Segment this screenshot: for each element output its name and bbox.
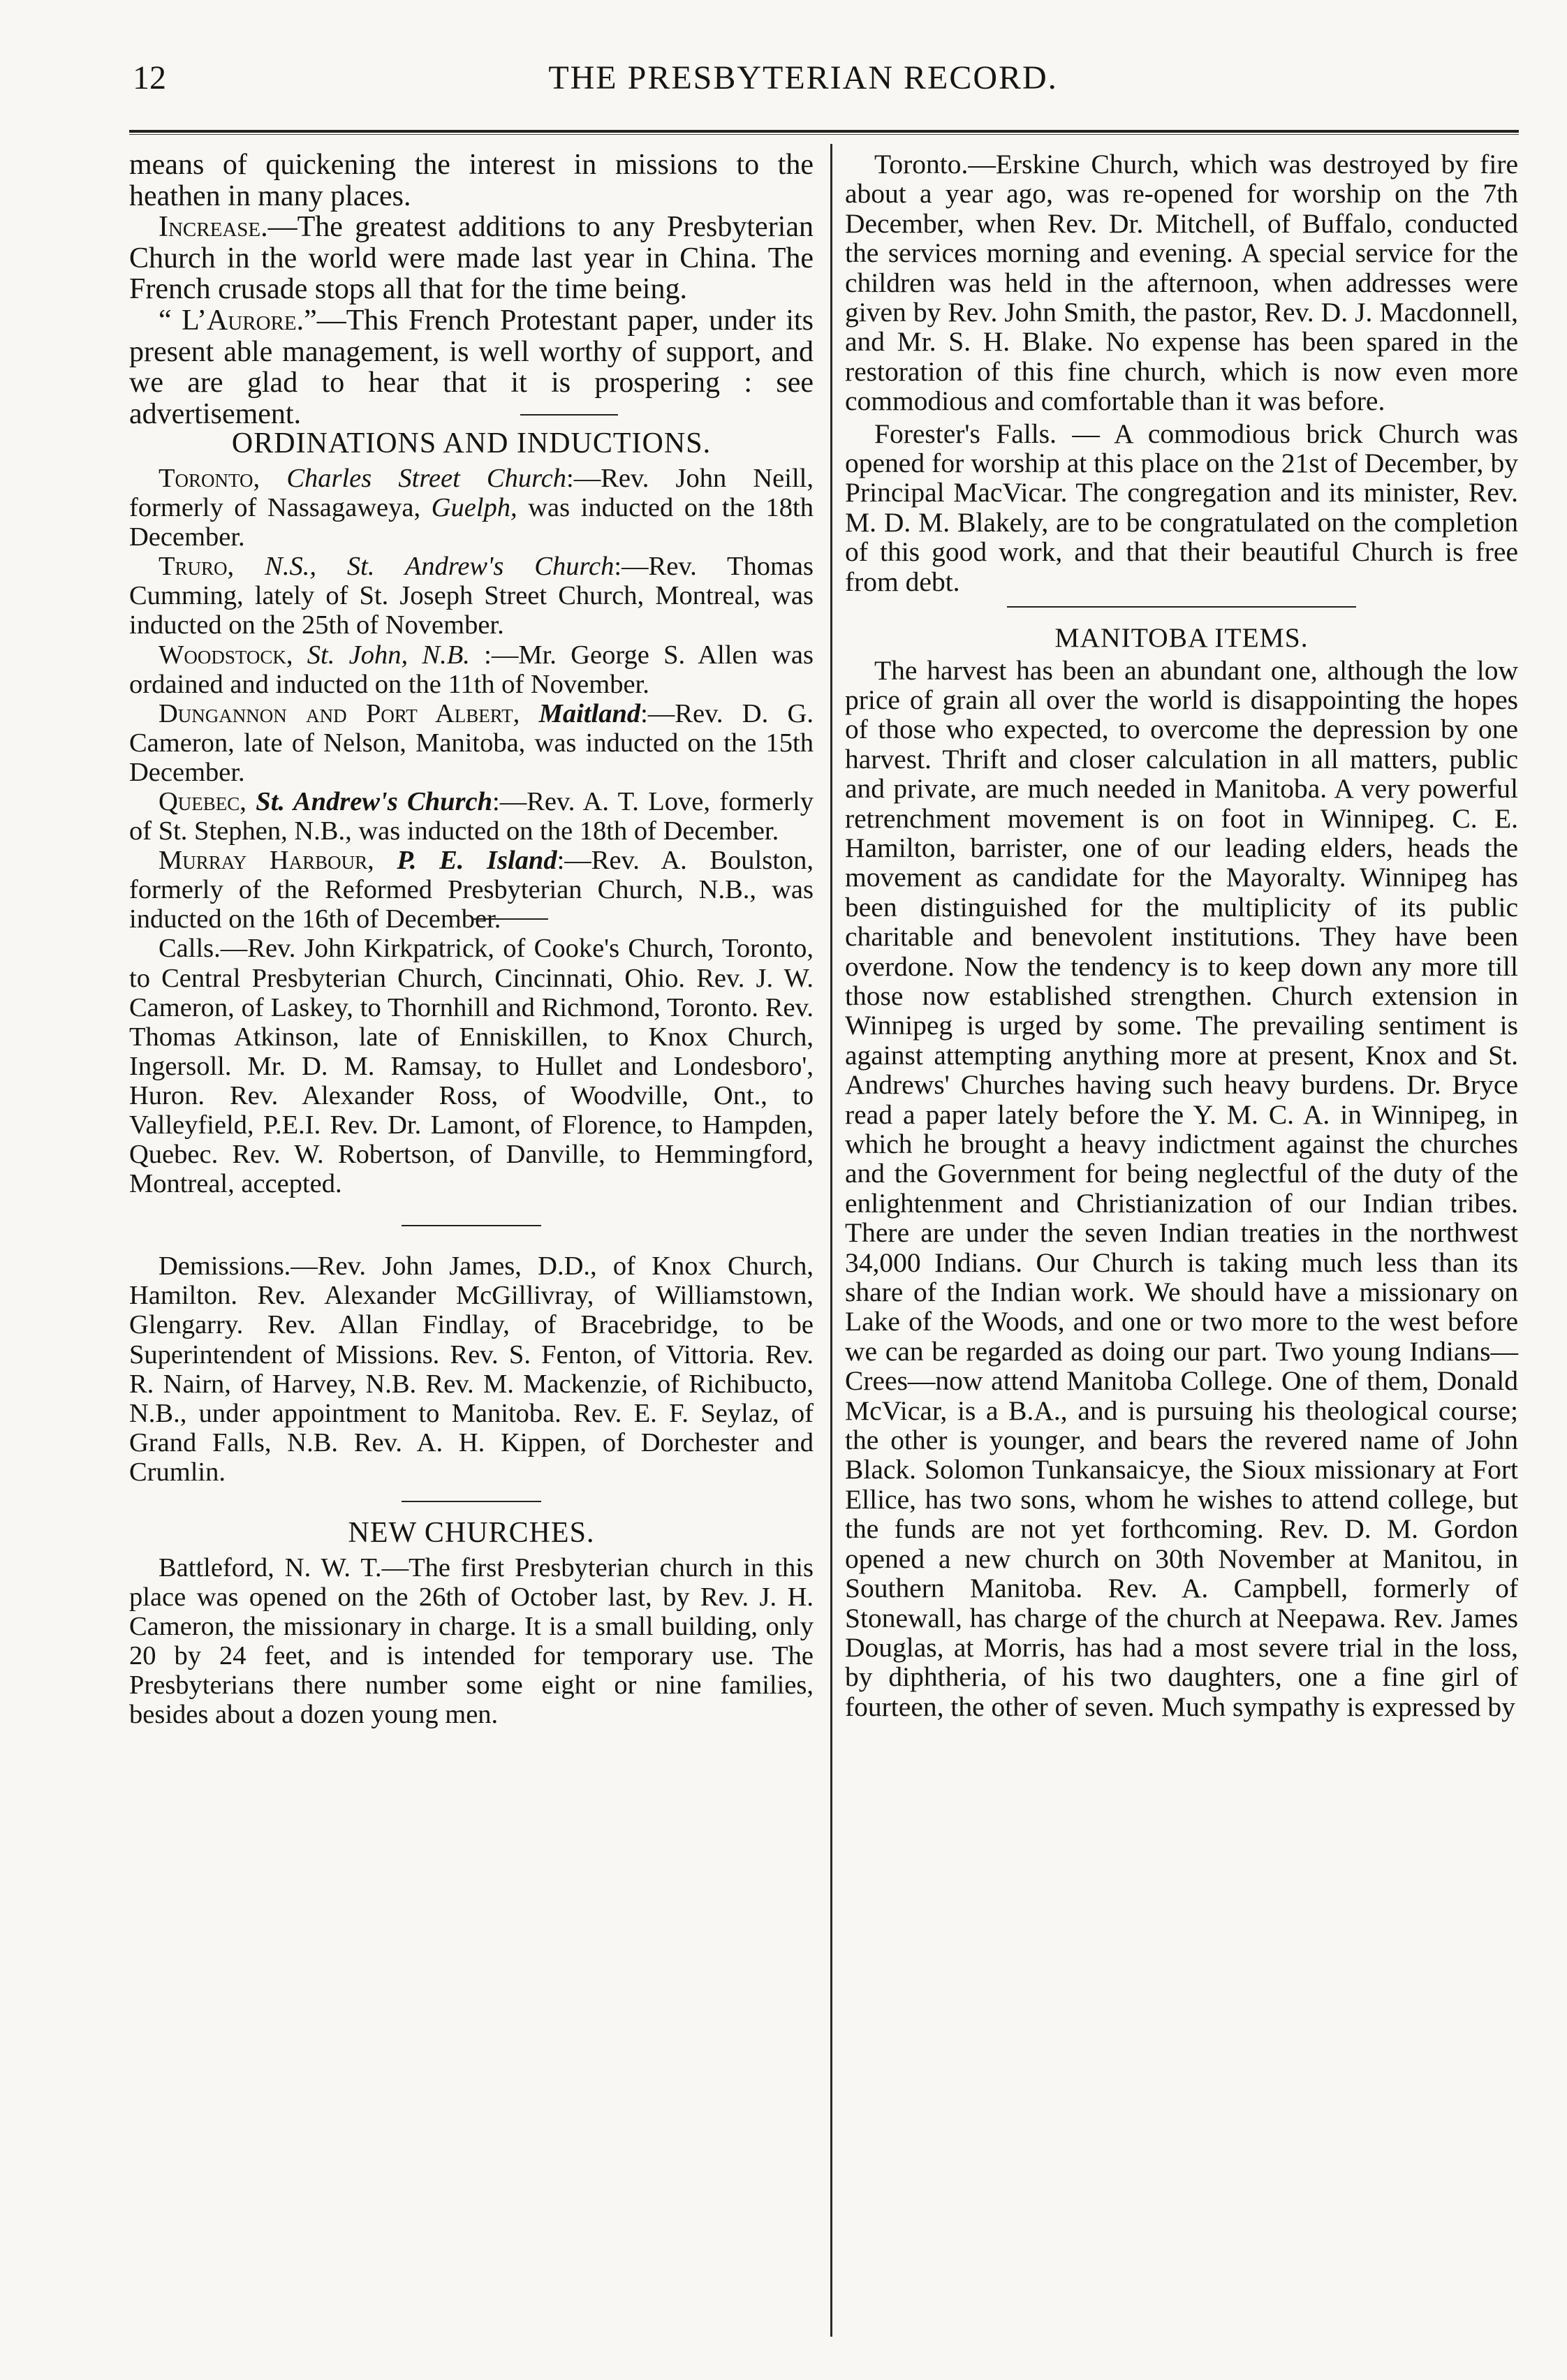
section-rule — [1007, 606, 1356, 608]
ordination-church: Charles Street Church — [286, 463, 566, 493]
calls-paragraph: Calls.—Rev. John Kirkpatrick, of Cooke's Church, Toronto, to Central Presbyterian Church, Cincinnati, Ohio. Rev. J. W. Cameron, of Laskey, to Thornhill and Richmond, Toronto. Rev. Thomas Atkinson, late of Enniskillen, to Knox Church, Ingersoll. Mr. D. M. Ramsay, to Hullet and Londesboro', Huron. Rev. Alexander Ross, of Woodville, Ont., to Valleyfield, P.E.I. Rev. Dr. Lamont, of Florence, to Hampden, Quebec. Rev. W. Robertson, of Danville, to Hemmingford, Montreal, accepted. — [129, 934, 814, 1199]
ordination-church: N.S., St. Andrew's Church — [265, 552, 615, 582]
ordination-item — [129, 464, 814, 552]
ordination-text: :—Rev. John Neill, formerly of Nassagaweya, — [129, 463, 814, 523]
ordination-church: St. Andrew's Church — [256, 786, 493, 816]
ordination-place: Toronto, — [159, 463, 260, 493]
header-rule — [129, 130, 1519, 133]
manitoba-heading: MANITOBA ITEMS. — [1054, 622, 1309, 654]
ordination-item — [129, 787, 814, 846]
ordination-place: Woodstock, — [159, 640, 293, 670]
header-rule-thin — [129, 134, 1519, 135]
ordination-item — [129, 640, 814, 699]
ordination-text: :—Rev. A. T. Love, formerly of St. Stephen, N.B., was inducted on the 18th of December. — [129, 786, 814, 846]
new-churches-heading: NEW CHURCHES. — [348, 1517, 595, 1550]
column-divider — [830, 144, 832, 2337]
ordination-place: Murray Harbour, — [159, 846, 374, 876]
demissions-paragraph: Demissions.—Rev. John James, D.D., of Knox Church, Hamilton. Rev. Alexander McGillivray, of Williamstown, Glengarry. Rev. Allan Findlay, of Bracebridge, to be Superintendent of Missions. Rev. S. Fenton, of Vittoria. Rev. R. Nairn, of Harvey, N.B. Rev. M. Mackenzie, of Richibucto, N.B., under appointment to Manitoba. Rev. E. F. Seylaz, of Grand Falls, N.B. Rev. A. H. Kippen, of Dorchester and Crumlin. — [129, 1251, 814, 1487]
section-rule — [402, 1501, 541, 1502]
ordination-item — [129, 846, 814, 934]
ordination-church: St. John, N.B. — [307, 640, 470, 670]
ordination-item — [129, 699, 814, 787]
ordination-place: Quebec, — [159, 786, 247, 816]
ordination-tail: was inducted on the 18th December. — [129, 493, 814, 552]
missions-paragraph: means of quickening the interest in missions to the heathen in many places. — [129, 149, 814, 212]
increase-paragraph — [129, 212, 814, 305]
ordination-text: :—Mr. George S. Allen was ordained and inducted on the 11th of November. — [129, 640, 814, 699]
section-rule — [520, 414, 618, 416]
ordination-loc: Guelph, — [431, 493, 517, 523]
ordination-item — [129, 552, 814, 640]
right-column — [845, 149, 1518, 1721]
toronto-paragraph: Toronto.—Erskine Church, which was destroyed by fire about a year ago, was re-opened for worship on the 7th December, when Rev. Dr. Mitchell, of Buffalo, conducted the services morning and evening. A special service for the children was held in the afternoon, when addresses were given by Rev. John Smith, the pastor, Rev. D. J. Macdonnell, and Mr. S. H. Blake. No expense has been spared in the restoration of this fine church, which is now even more commodious and comfortable than it was before. — [845, 149, 1518, 417]
manitoba-paragraph: The harvest has been an abundant one, although the low price of grain all over the world is disappointing the hopes of those who expected, to overcome the depression by one harvest. Thrift and closer calculation in all matters, public and private, are much needed in Manitoba. A very powerful retrenchment movement is on foot in Winnipeg. C. E. Hamilton, barrister, one of our leading elders, heads the movement as candidate for the Mayoralty. Winnipeg has been distinguished for the multiplicity of its public charitable and benevolent institutions. They have been overdone. Now the tendency is to keep down any more till those now established strengthen. Church extension in Winnipeg is urged by some. The prevailing sentiment is against attempting anything more at present, Knox and St. Andrews' Churches having such heavy burdens. Dr. Bryce read a paper lately before the Y. M. C. A. in Winnipeg, in which he brought a heavy indictment against the churches and the Government for being neglectful of the duty of the enlightenment and Christianization of our Indian tribes. There are under the seven Indian treaties in the northwest 34,000 Indians. Our Church is taking much less than its share of the Indian work. We should have a missionary on Lake of the Woods, and one or two more to the west before we can be regarded as doing our part. Two young Indians—Crees—now attend Manitoba College. One of them, Donald McVicar, is a B.A., and is pursuing his theological course; the other is younger, and bears the revered name of John Black. Solomon Tunkansaicye, the Sioux missionary at Fort Ellice, has two sons, whom he wishes to attend college, but the funds are not yet forthcoming. Rev. D. M. Gordon opened a new church on 30th November at Manitou, in Southern Manitoba. Rev. A. Campbell, formerly of Stonewall, has charge of the church at Neepawa. Rev. James Douglas, at Morris, has had a most severe trial in the loss, by diphtheria, of his two daughters, one a fine girl of fourteen, the other of seven. Much sympathy is expressed by — [845, 654, 1518, 1722]
ordinations-heading: ORDINATIONS AND INDUCTIONS. — [231, 427, 712, 460]
ordination-place: Dungannon and Port Albert, — [159, 698, 520, 728]
ordination-place: Truro, — [159, 552, 235, 582]
forester-paragraph: Forester's Falls. — A commodious brick Church was opened for worship at this place on the 21st of December, by Principal MacVicar. The congregation and its minister, Rev. M. D. M. Blakely, are to be congratulated on the completion of this good work, and that their beautiful Church is free from debt. — [845, 418, 1518, 597]
increase-lead: Increase. — [159, 211, 268, 244]
aurore-lead: “ L’Aurore.” — [159, 304, 317, 337]
ordination-text: :—Rev. D. G. Cameron, late of Nelson, Manitoba, was inducted on the 15th December. — [129, 698, 814, 787]
battleford-paragraph: Battleford, N. W. T.—The first Presbyterian church in this place was opened on the 26th of October last, by Rev. J. H. Cameron, the missionary in charge. It is a small building, only 20 by 24 feet, and is intended for temporary use. The Presbyterians there number some eight or nine families, besides about a dozen young men. — [129, 1552, 814, 1730]
increase-text: —The greatest additions to any Presbyterian Church in the world were made last year in China. The French crusade stops all that for the time being. — [129, 211, 814, 306]
running-title: THE PRESBYTERIAN RECORD. — [548, 59, 1058, 96]
ordination-text: :—Rev. Thomas Cumming, lately of St. Joseph Street Church, Montreal, was inducted on the 25th of November. — [129, 552, 814, 640]
aurore-text: —This French Protestant paper, under its present able management, is well worthy of support, and we are glad to hear that it is prospering : see advertisement. — [129, 304, 814, 430]
ordination-church: P. E. Island — [397, 846, 557, 876]
aurore-paragraph — [129, 305, 814, 429]
left-column — [129, 149, 814, 1729]
section-rule — [402, 1225, 541, 1226]
ordination-church: Maitland — [538, 698, 641, 728]
page-number: 12 — [133, 59, 166, 96]
page-header — [105, 59, 1501, 101]
ordination-text: :—Rev. A. Boulston, formerly of the Reformed Presbyterian Church, N.B., was inducted on the 16th of December. — [129, 846, 814, 934]
